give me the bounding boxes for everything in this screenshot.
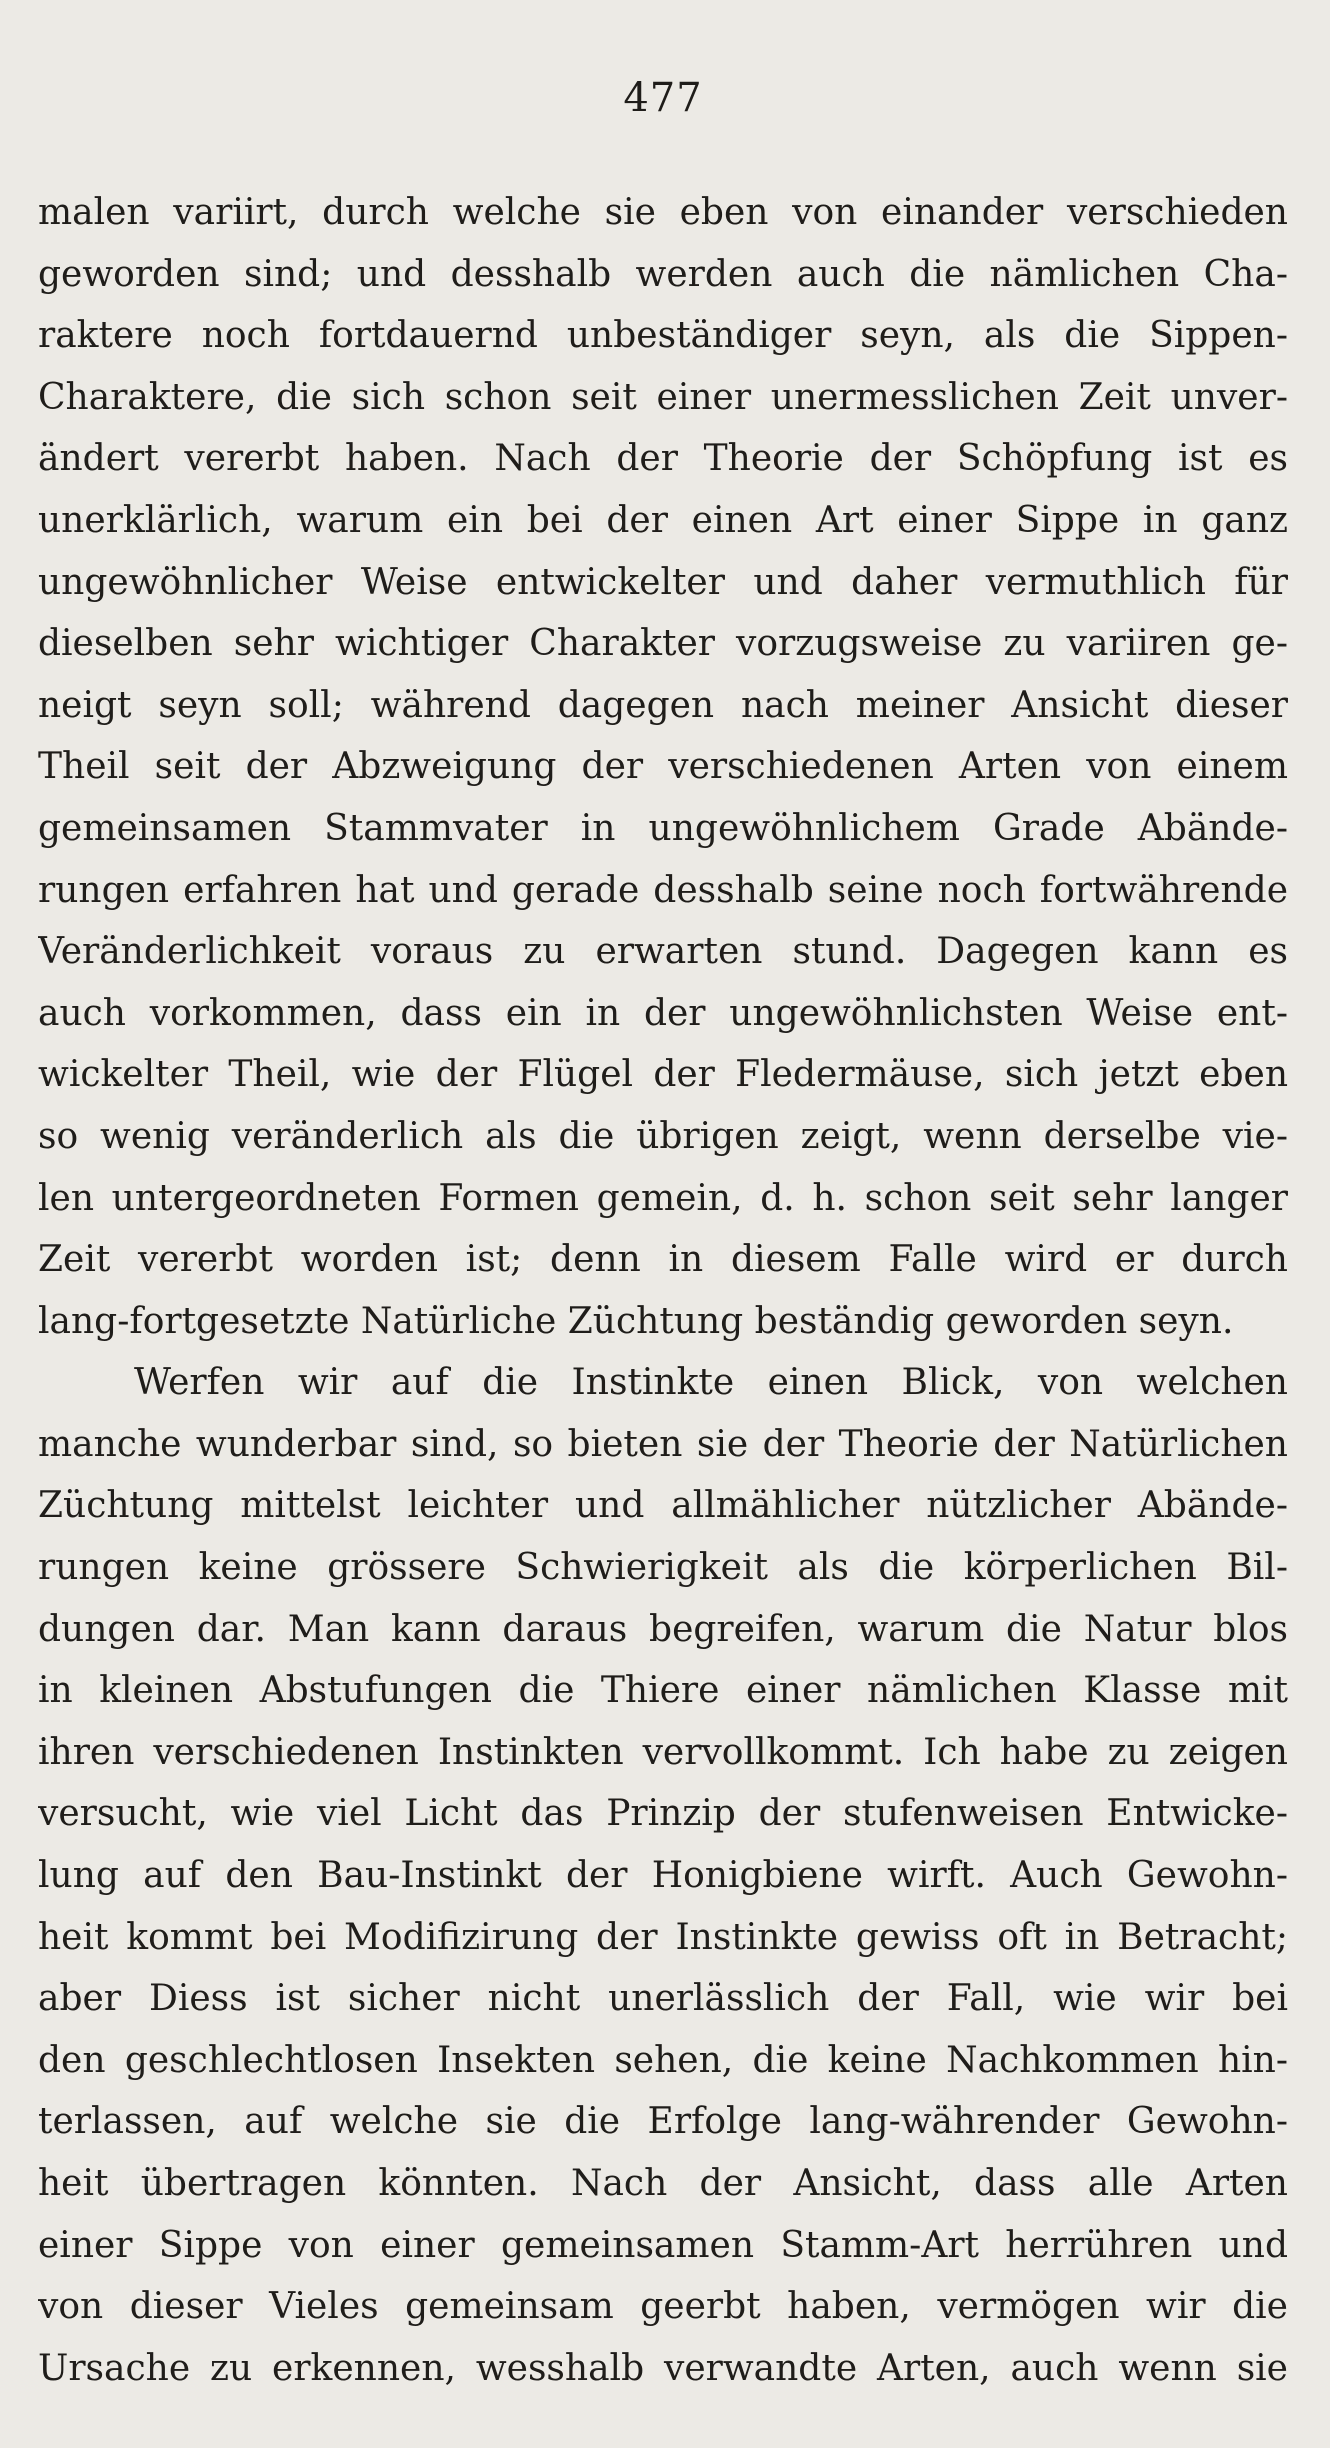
text-line: neigt seyn soll; während dagegen nach meiner Ansicht dieser — [38, 684, 1288, 726]
text-line: terlassen, auf welche sie die Erfolge lang-währender Gewohn- — [38, 2101, 1288, 2143]
text-line: Züchtung mittelst leichter und allmählicher nützlicher Abände- — [38, 1485, 1288, 1527]
text-line: raktere noch fortdauernd unbeständiger seyn, als die Sippen- — [38, 315, 1288, 357]
text-line: Charaktere, die sich schon seit einer unermesslichen Zeit unver- — [38, 376, 1288, 418]
text-line: heit übertragen könnten. Nach der Ansicht, dass alle Arten — [38, 2163, 1288, 2204]
text-line: Zeit vererbt worden ist; denn in diesem Falle wird er durch — [38, 1239, 1288, 1281]
text-line: aber Diess ist sicher nicht unerlässlich der Fall, wie wir bei — [38, 1978, 1288, 2020]
text-line: einer Sippe von einer gemeinsamen Stamm-Art herrühren und — [38, 2224, 1288, 2266]
text-line: geworden sind; und desshalb werden auch die nämlichen Cha- — [38, 253, 1288, 295]
page-number: 477 — [623, 75, 703, 121]
text-line: in kleinen Abstufungen die Thiere einer nämlichen Klasse mit — [38, 1670, 1288, 1712]
paragraph-end-line: lang-fortgesetzte Natürliche Züchtung beständig geworden seyn. — [38, 1300, 1234, 1342]
paragraph-start-line: Werfen wir auf die Instinkte einen Blick, von welchen — [134, 1362, 1288, 1404]
text-line: rungen erfahren hat und gerade desshalb seine noch fortwährende — [38, 869, 1288, 911]
text-line: ihren verschiedenen Instinkten vervollkommt. Ich habe zu zeigen — [38, 1731, 1288, 1773]
text-line: von dieser Vieles gemeinsam geerbt haben, vermögen wir die — [38, 2286, 1288, 2328]
body-text — [38, 182, 1288, 2399]
text-line: den geschlechtlosen Insekten sehen, die keine Nachkommen hin- — [38, 2039, 1288, 2081]
text-line: manche wunderbar sind, so bieten sie der Theorie der Natürlichen — [38, 1423, 1288, 1465]
text-line: dungen dar. Man kann daraus begreifen, warum die Natur blos — [38, 1608, 1288, 1650]
text-line: Veränderlichkeit voraus zu erwarten stund. Dagegen kann es — [38, 931, 1288, 973]
text-line: gemeinsamen Stammvater in ungewöhnlichem Grade Abände- — [38, 807, 1288, 849]
text-line: ungewöhnlicher Weise entwickelter und daher vermuthlich für — [38, 561, 1288, 603]
text-line: heit kommt bei Modifizirung der Instinkte gewiss oft in Betracht; — [38, 1916, 1288, 1958]
text-line: Ursache zu erkennen, wesshalb verwandte Arten, auch wenn sie — [38, 2347, 1288, 2389]
text-line: malen variirt, durch welche sie eben von einander verschieden — [38, 192, 1288, 233]
text-line: Theil seit der Abzweigung der verschiedenen Arten von einem — [38, 746, 1288, 788]
text-line: wickelter Theil, wie der Flügel der Fledermäuse, sich jetzt eben — [38, 1054, 1288, 1096]
text-line: ändert vererbt haben. Nach der Theorie der Schöpfung ist es — [38, 438, 1288, 480]
text-line: unerklärlich, warum ein bei der einen Art einer Sippe in ganz — [38, 499, 1288, 541]
text-line: len untergeordneten Formen gemein, d. h. schon seit sehr langer — [38, 1177, 1288, 1219]
text-line: so wenig veränderlich als die übrigen zeigt, wenn derselbe vie- — [38, 1115, 1288, 1157]
text-line: rungen keine grössere Schwierigkeit als die körperlichen Bil- — [38, 1547, 1288, 1589]
text-line: dieselben sehr wichtiger Charakter vorzugsweise zu variiren ge- — [38, 623, 1288, 665]
text-line: lung auf den Bau-Instinkt der Honigbiene wirft. Auch Gewohn- — [38, 1855, 1288, 1897]
text-line: auch vorkommen, dass ein in der ungewöhnlichsten Weise ent- — [38, 992, 1288, 1034]
text-line: versucht, wie viel Licht das Prinzip der stufenweisen Entwicke- — [38, 1793, 1288, 1835]
